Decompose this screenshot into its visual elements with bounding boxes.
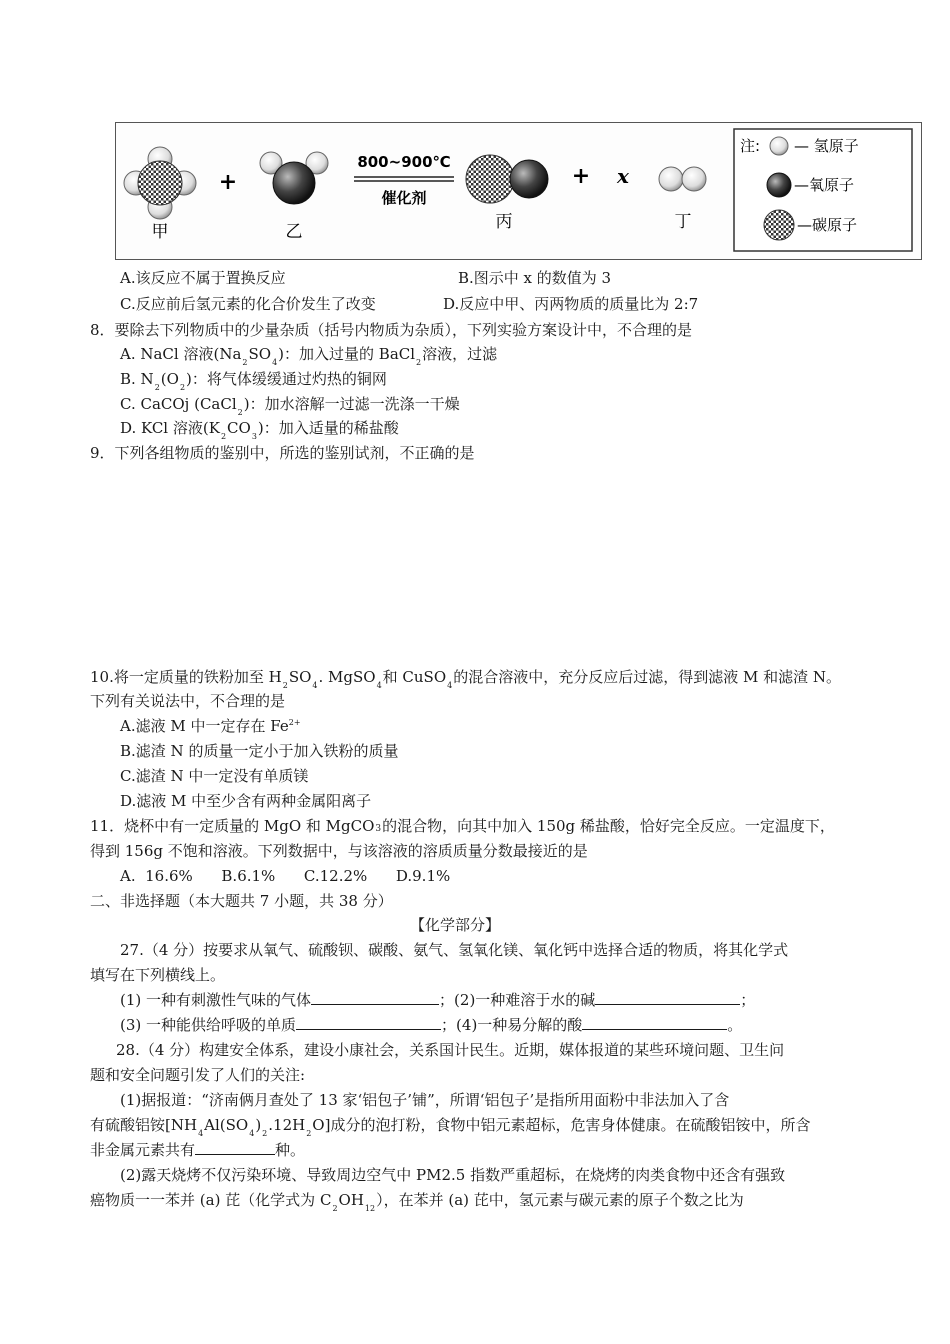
oxygen-atom (510, 160, 548, 198)
q7-option-c: C.反应前后氢元素的化合价发生了改变 (120, 295, 376, 313)
reaction-diagram (116, 123, 921, 259)
q28-line5: 非金属元素共有 种。 (90, 1141, 306, 1159)
molecule-bing (466, 155, 548, 203)
molecule-ding (659, 167, 706, 191)
q28-line4: 有硫酸铝铵$[NH_4Al(SO_4)_2.12H_2O]$成分的泡打粉，食物中铝元素超标，危害身体健康。在硫酸铝铵中，所含 (90, 1116, 811, 1138)
q9-stem: 9．下列各组物质的鉴别中，所选的鉴别试剂，不正确的是 (90, 444, 475, 462)
q10-option-b: B.滤渣 N 的质量一定小于加入铁粉的质量 (120, 742, 399, 760)
q27-blank-1[interactable] (311, 990, 439, 1005)
q8-option-b: B. $N_2(O_2)$：将气体缓缓通过灼热的铜网 (120, 370, 387, 392)
molecule-jia (124, 147, 196, 219)
q8-option-a: A. NaCl 溶液$(Na_2SO_4)$：加入过量的 BaCl$_2$溶液，过滤 (120, 345, 498, 367)
hydrogen-atom (682, 167, 706, 191)
q10-option-c: C.滤渣 N 中一定没有单质镁 (120, 767, 309, 785)
legend-hydrogen: — 氢原子 (794, 137, 859, 155)
q7-option-d: D.反应中甲、丙两物质的质量比为 2:7 (443, 295, 699, 313)
q11-line1: 11．烧杯中有一定质量的 MgO 和 MgCO3的混合物，向其中加入 150g 稀盐酸，恰好完全反应。一定温度下， (90, 817, 835, 835)
q10-line2: 下列有关说法中，不合理的是 (90, 692, 286, 710)
legend-carbon-icon (764, 210, 794, 240)
q7-option-a: A.该反应不属于置换反应 (120, 269, 286, 287)
q27-blank-4[interactable] (582, 1015, 727, 1030)
q27-line2: 填写在下列横线上。 (90, 966, 226, 984)
hydrogen-atom (659, 167, 683, 191)
q10-line1: 10.将一定质量的铁粉加至 $H_2SO_4$. MgSO$_4$和 CuSO$_4$的混合溶液中，充分反应后过滤，得到滤液 M 和滤渣 N。 (90, 668, 842, 690)
section-2-heading: 二、非选择题（本大题共 7 小题，共 38 分） (90, 892, 393, 910)
plus-sign: + (571, 163, 591, 189)
q8-option-c: C. CaCOj (CaCl$_2$)：加水溶解一过滤一洗涤一干燥 (120, 395, 460, 417)
molecule-yi (260, 152, 328, 204)
plus-sign: + (218, 169, 238, 195)
q8-option-d: D. KCl 溶液$(K_2CO_3)$：加入适量的稀盐酸 (120, 419, 399, 441)
reaction-catalyst: 催化剂 (381, 189, 427, 207)
label-ding: 丁 (674, 212, 692, 232)
q7-option-b: B.图示中 x 的数值为 3 (458, 269, 612, 287)
q28-line6: (2)露天烧烤不仅污染环境、导致周边空气中 PM2.5 指数严重超标，在烧烤的肉类食物中还含有强致 (120, 1166, 786, 1184)
q10-option-d: D.滤液 M 中至少含有两种金属阳离子 (120, 792, 372, 810)
oxygen-atom (273, 162, 315, 204)
carbon-atom (466, 155, 514, 203)
q11-options: A. 16.6% B.6.1% C.12.2% D.9.1% (120, 867, 451, 885)
q28-line1: 28.（4 分）构建安全体系，建设小康社会，关系国计民生。近期，媒体报道的某些环境问题、卫生问 (116, 1041, 785, 1059)
q11-line2: 得到 156g 不饱和溶液。下列数据中，与该溶液的溶质质量分数最接近的是 (90, 842, 588, 860)
legend-hydrogen-icon (770, 137, 788, 155)
carbon-atom (138, 161, 182, 205)
q8-stem: 8．要除去下列物质中的少量杂质（括号内物质为杂质），下列实验方案设计中，不合理的是 (90, 321, 693, 339)
legend-oxygen-icon (767, 173, 791, 197)
legend-note: 注: (740, 137, 761, 155)
q27-blank-2[interactable] (595, 990, 740, 1005)
q28-line3: (1)据报道：“济南俩月查处了 13 家‘铝包子’铺”，所谓‘铝包子’是指所用面粉中非法加入了含 (120, 1091, 730, 1109)
q28-line7: 癌物质一一苯并 (a) 芘（化学式为 $C_2OH_{12}$），在苯并 (a) 芘中，氢元素与碳元素的原子个数之比为 (90, 1191, 744, 1213)
legend-oxygen: —氧原子 (794, 176, 855, 194)
chemistry-section-title: 【化学部分】 (410, 916, 501, 934)
q28-line2: 题和安全问题引发了人们的关注: (90, 1066, 306, 1084)
label-bing: 丙 (495, 212, 513, 232)
reaction-condition: 800~900℃ (357, 153, 451, 171)
q28-blank-1[interactable] (195, 1140, 275, 1155)
reaction-figure (115, 122, 922, 260)
legend-carbon: —碳原子 (797, 216, 858, 234)
q10-option-a: A.滤液 M 中一定存在 $Fe^{2+}$ (120, 717, 301, 735)
q27-blank-3[interactable] (296, 1015, 441, 1030)
coefficient-x: x (617, 164, 629, 188)
q27-line1: 27.（4 分）按要求从氧气、硫酸钡、碳酸、氨气、氢氧化镁、氧化钙中选择合适的物质，将其化学式 (120, 941, 789, 959)
q27-row2: (3) 一种能供给呼吸的单质 ；(4)一种易分解的酸 。 (120, 1016, 743, 1034)
label-yi: 乙 (285, 222, 303, 242)
label-jia: 甲 (151, 222, 169, 242)
q27-row1: (1) 一种有刺激性气味的气体 ；(2)一种难溶于水的碱 ； (120, 991, 756, 1009)
